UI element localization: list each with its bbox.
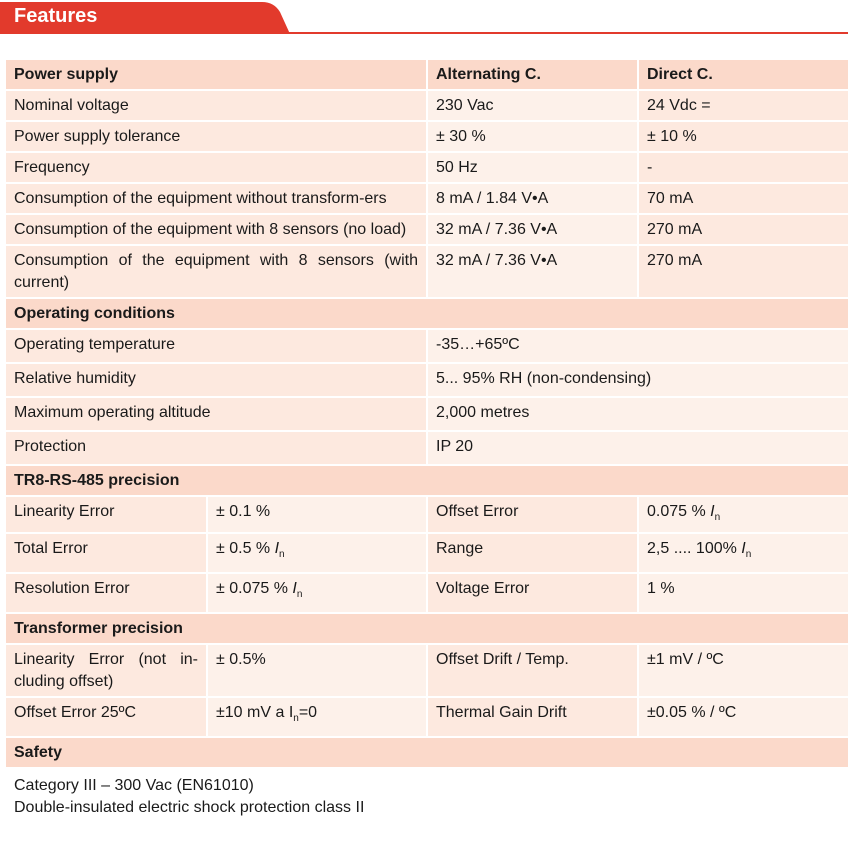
row-value: ± 0.1 % — [208, 497, 428, 534]
dc-value: ± 10 % — [639, 122, 848, 153]
row-value: ±1 mV / ºC — [639, 645, 848, 698]
table-row — [6, 432, 848, 466]
row-label: Range — [428, 534, 639, 574]
row-label: Offset Error — [428, 497, 639, 534]
row-label: Thermal Gain Drift — [428, 698, 639, 738]
tr8-heading: TR8-RS-485 precision — [6, 466, 848, 497]
table-row — [6, 364, 848, 398]
table-row — [6, 246, 848, 299]
row-label: Consumption of the equipment without transform-ers — [6, 184, 428, 215]
row-label: Protection — [6, 432, 428, 466]
row-value: 0.075 % $I_n$ — [639, 497, 848, 534]
row-label: Voltage Error — [428, 574, 639, 614]
table-row — [6, 698, 848, 738]
title-underline — [262, 32, 848, 34]
features-table — [6, 60, 848, 824]
row-value: 5... 95% RH (non-condensing) — [428, 364, 848, 398]
dc-value: 24 Vdc = — [639, 91, 848, 122]
row-label: Resolution Error — [6, 574, 208, 614]
table-row — [6, 215, 848, 246]
row-label: Offset Error 25ºC — [6, 698, 208, 738]
features-tab — [0, 0, 290, 33]
dc-value: - — [639, 153, 848, 184]
row-label: Consumption of the equipment with 8 sensors (no load) — [6, 215, 428, 246]
table-row — [6, 497, 848, 534]
row-label: Nominal voltage — [6, 91, 428, 122]
operating-heading: Operating conditions — [6, 299, 848, 330]
ac-value: 32 mA / 7.36 V•A — [428, 215, 639, 246]
tr8-header — [6, 466, 848, 497]
table-row — [6, 574, 848, 614]
row-label: Consumption of the equipment with 8 sensors (with current) — [6, 246, 428, 299]
transformer-heading: Transformer precision — [6, 614, 848, 645]
ac-value: 32 mA / 7.36 V•A — [428, 246, 639, 299]
operating-header — [6, 299, 848, 330]
dc-column-heading: Direct C. — [639, 60, 848, 91]
transformer-header — [6, 614, 848, 645]
row-value: ± 0.5 % $I_n$ — [208, 534, 428, 574]
row-value: ±10 mV a $I_n=0$ — [208, 698, 428, 738]
table-row — [6, 398, 848, 432]
row-label: Frequency — [6, 153, 428, 184]
ac-value: 230 Vac — [428, 91, 639, 122]
table-row — [6, 645, 848, 698]
row-label: Maximum operating altitude — [6, 398, 428, 432]
row-label: Operating temperature — [6, 330, 428, 364]
ac-value: 50 Hz — [428, 153, 639, 184]
table-row — [6, 122, 848, 153]
table-row — [6, 153, 848, 184]
safety-heading: Safety — [6, 738, 848, 769]
row-value: ± 0.075 % $I_n$ — [208, 574, 428, 614]
row-label: Power supply tolerance — [6, 122, 428, 153]
row-label: Total Error — [6, 534, 208, 574]
table-row — [6, 91, 848, 122]
table-row — [6, 769, 848, 824]
row-label: Linearity Error — [6, 497, 208, 534]
table-row — [6, 330, 848, 364]
power-supply-header — [6, 60, 848, 91]
ac-value: ± 30 % — [428, 122, 639, 153]
safety-header — [6, 738, 848, 769]
dc-value: 70 mA — [639, 184, 848, 215]
power-supply-heading: Power supply — [6, 60, 428, 91]
row-value: 2,000 metres — [428, 398, 848, 432]
row-value: ± 0.5% — [208, 645, 428, 698]
row-label: Linearity Error (not in-cluding offset) — [6, 645, 208, 698]
row-value: 2,5 .... 100% $I_n$ — [639, 534, 848, 574]
table-row — [6, 184, 848, 215]
dc-value: 270 mA — [639, 246, 848, 299]
row-value: IP 20 — [428, 432, 848, 466]
row-label: Relative humidity — [6, 364, 428, 398]
row-value: ±0.05 % / ºC — [639, 698, 848, 738]
row-value: 1 % — [639, 574, 848, 614]
dc-value: 270 mA — [639, 215, 848, 246]
ac-value: 8 mA / 1.84 V•A — [428, 184, 639, 215]
safety-line-2: Double-insulated electric shock protection class II — [14, 799, 365, 816]
row-value: -35…+65ºC — [428, 330, 848, 364]
safety-text — [6, 769, 848, 824]
table-row — [6, 534, 848, 574]
ac-column-heading: Alternating C. — [428, 60, 639, 91]
safety-line-1: Category III – 300 Vac (EN61010) — [14, 777, 254, 794]
section-title: Features — [14, 5, 98, 27]
row-label: Offset Drift / Temp. — [428, 645, 639, 698]
